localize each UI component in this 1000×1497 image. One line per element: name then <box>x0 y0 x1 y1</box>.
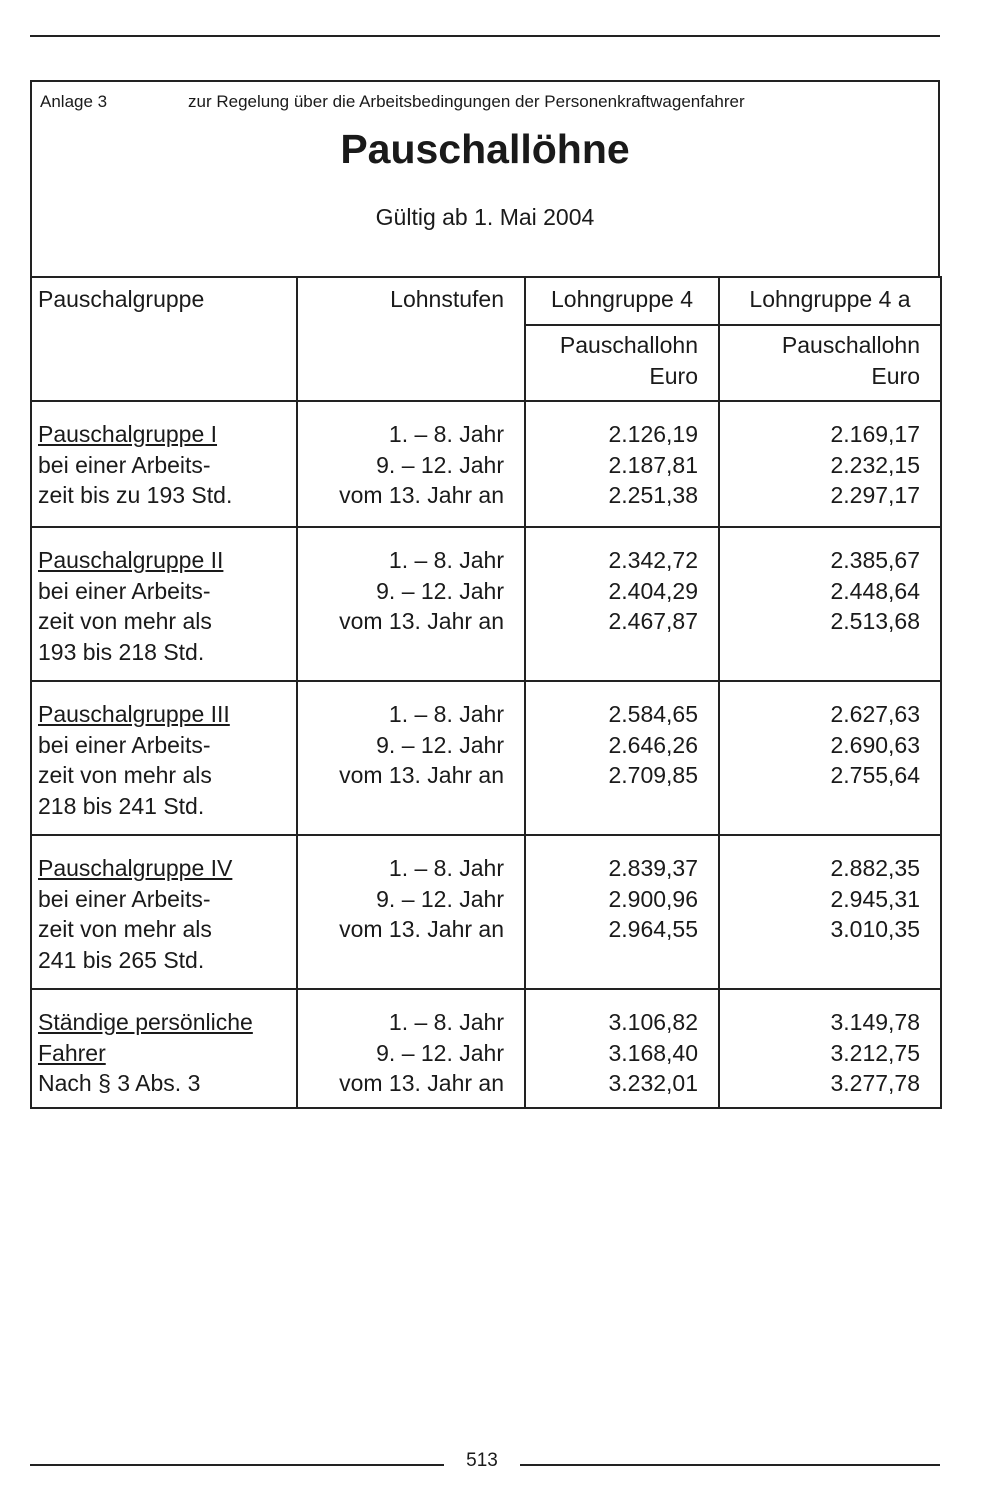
amount: 2.755,64 <box>830 762 920 788</box>
amount: 2.297,17 <box>830 482 920 508</box>
amount: 2.900,96 <box>608 885 698 912</box>
page-title: Pauschallöhne <box>340 126 630 172</box>
lohngruppe-4a-cell <box>719 989 941 1108</box>
lohngruppe-4-cell <box>525 835 719 989</box>
amount: 2.448,64 <box>830 577 920 604</box>
stufe: 1. – 8. Jahr <box>388 547 504 573</box>
group-desc: bei einer Arbeits- <box>38 577 211 604</box>
amount: 2.467,87 <box>608 608 698 634</box>
group-desc: bei einer Arbeits- <box>38 885 211 912</box>
footer-rule-right <box>520 1464 940 1466</box>
group-name: Pauschalgruppe IV <box>38 855 233 881</box>
group-name: Pauschalgruppe II <box>38 547 224 573</box>
amount: 3.212,75 <box>830 1039 920 1066</box>
subheader-lohngruppe-4 <box>525 325 719 401</box>
stufe: 9. – 12. Jahr <box>376 577 504 604</box>
subheader-unit: Euro <box>649 362 698 389</box>
group-name: Fahrer <box>38 1039 106 1066</box>
amount: 2.646,26 <box>608 731 698 758</box>
lohngruppe-4-cell <box>525 401 719 527</box>
annex-label: Anlage 3 <box>40 92 108 111</box>
lohngruppe-4a-cell <box>719 681 941 835</box>
group-desc: 218 bis 241 Std. <box>38 792 205 819</box>
header-lohngruppe-4a: Lohngruppe 4 a <box>719 277 941 325</box>
amount: 2.169,17 <box>830 421 920 447</box>
group-desc: zeit bis zu 193 Std. <box>38 482 233 508</box>
stufe: 1. – 8. Jahr <box>388 701 504 727</box>
amount: 3.232,01 <box>608 1070 698 1096</box>
amount: 2.342,72 <box>608 547 698 573</box>
group-cell <box>31 835 297 989</box>
group-desc: 193 bis 218 Std. <box>38 638 205 665</box>
table-row <box>31 835 941 989</box>
page-number: 513 <box>466 1450 498 1471</box>
amount: 2.251,38 <box>608 482 698 508</box>
amount: 3.168,40 <box>608 1039 698 1066</box>
lohngruppe-4a-cell <box>719 401 941 527</box>
amount: 2.882,35 <box>830 855 920 881</box>
regulation-title: zur Regelung über die Arbeitsbedingungen der Personenkraftwagenfahrer <box>188 92 745 111</box>
lohngruppe-4-cell <box>525 681 719 835</box>
table-row <box>31 527 941 681</box>
stufe: 9. – 12. Jahr <box>376 731 504 758</box>
header-pauschalgruppe: Pauschalgruppe <box>31 277 297 401</box>
stufen-cell <box>297 835 525 989</box>
group-name: Pauschalgruppe I <box>38 421 218 447</box>
amount: 2.385,67 <box>830 547 920 573</box>
stufe: vom 13. Jahr an <box>339 482 504 508</box>
amount: 2.709,85 <box>608 762 698 788</box>
group-cell <box>31 401 297 527</box>
table-row <box>31 681 941 835</box>
stufe: vom 13. Jahr an <box>339 916 504 942</box>
amount: 2.126,19 <box>608 421 698 447</box>
amount: 2.584,65 <box>608 701 698 727</box>
stufen-cell <box>297 401 525 527</box>
group-desc: zeit von mehr als <box>38 916 212 942</box>
amount: 2.839,37 <box>608 855 698 881</box>
subheader-unit: Euro <box>871 362 920 389</box>
group-desc: bei einer Arbeits- <box>38 451 211 478</box>
amount: 2.964,55 <box>608 916 698 942</box>
amount: 2.627,63 <box>830 701 920 727</box>
stufe: 1. – 8. Jahr <box>388 855 504 881</box>
amount: 2.232,15 <box>830 451 920 478</box>
subheader-lohngruppe-4a <box>719 325 941 401</box>
group-cell <box>31 527 297 681</box>
lohngruppe-4-cell <box>525 989 719 1108</box>
stufen-cell <box>297 989 525 1108</box>
group-desc: bei einer Arbeits- <box>38 731 211 758</box>
group-desc: Nach § 3 Abs. 3 <box>38 1070 201 1096</box>
header-lohngruppe-4: Lohngruppe 4 <box>525 277 719 325</box>
stufe: vom 13. Jahr an <box>339 608 504 634</box>
group-desc: zeit von mehr als <box>38 762 212 788</box>
amount: 2.513,68 <box>830 608 920 634</box>
table-row <box>31 989 941 1108</box>
stufe: 9. – 12. Jahr <box>376 885 504 912</box>
group-cell <box>31 989 297 1108</box>
lohngruppe-4-cell <box>525 527 719 681</box>
amount: 3.106,82 <box>608 1009 698 1035</box>
document-header <box>30 80 940 278</box>
stufe: 1. – 8. Jahr <box>388 1009 504 1035</box>
group-cell <box>31 681 297 835</box>
table-header-row <box>31 277 941 325</box>
wage-table <box>30 276 942 1109</box>
amount: 3.010,35 <box>830 916 920 942</box>
top-rule <box>30 35 940 37</box>
table-row <box>31 401 941 527</box>
stufe: 9. – 12. Jahr <box>376 451 504 478</box>
amount: 2.404,29 <box>608 577 698 604</box>
stufe: 1. – 8. Jahr <box>388 421 504 447</box>
stufe: 9. – 12. Jahr <box>376 1039 504 1066</box>
footer-rule-left <box>30 1464 444 1466</box>
stufe: vom 13. Jahr an <box>339 1070 504 1096</box>
subheader-label: Pauschallohn <box>781 332 920 358</box>
lohngruppe-4a-cell <box>719 527 941 681</box>
stufen-cell <box>297 527 525 681</box>
amount: 3.149,78 <box>830 1009 920 1035</box>
group-name: Ständige persönliche <box>38 1009 253 1035</box>
header-lohnstufen: Lohnstufen <box>297 277 525 401</box>
subheader-label: Pauschallohn <box>559 332 698 358</box>
amount: 2.690,63 <box>830 731 920 758</box>
lohngruppe-4a-cell <box>719 835 941 989</box>
amount: 3.277,78 <box>830 1070 920 1096</box>
amount: 2.187,81 <box>608 451 698 478</box>
group-desc: zeit von mehr als <box>38 608 212 634</box>
group-desc: 241 bis 265 Std. <box>38 946 205 973</box>
group-name: Pauschalgruppe III <box>38 701 230 727</box>
stufe: vom 13. Jahr an <box>339 762 504 788</box>
valid-from: Gültig ab 1. Mai 2004 <box>375 204 595 230</box>
stufen-cell <box>297 681 525 835</box>
amount: 2.945,31 <box>830 885 920 912</box>
